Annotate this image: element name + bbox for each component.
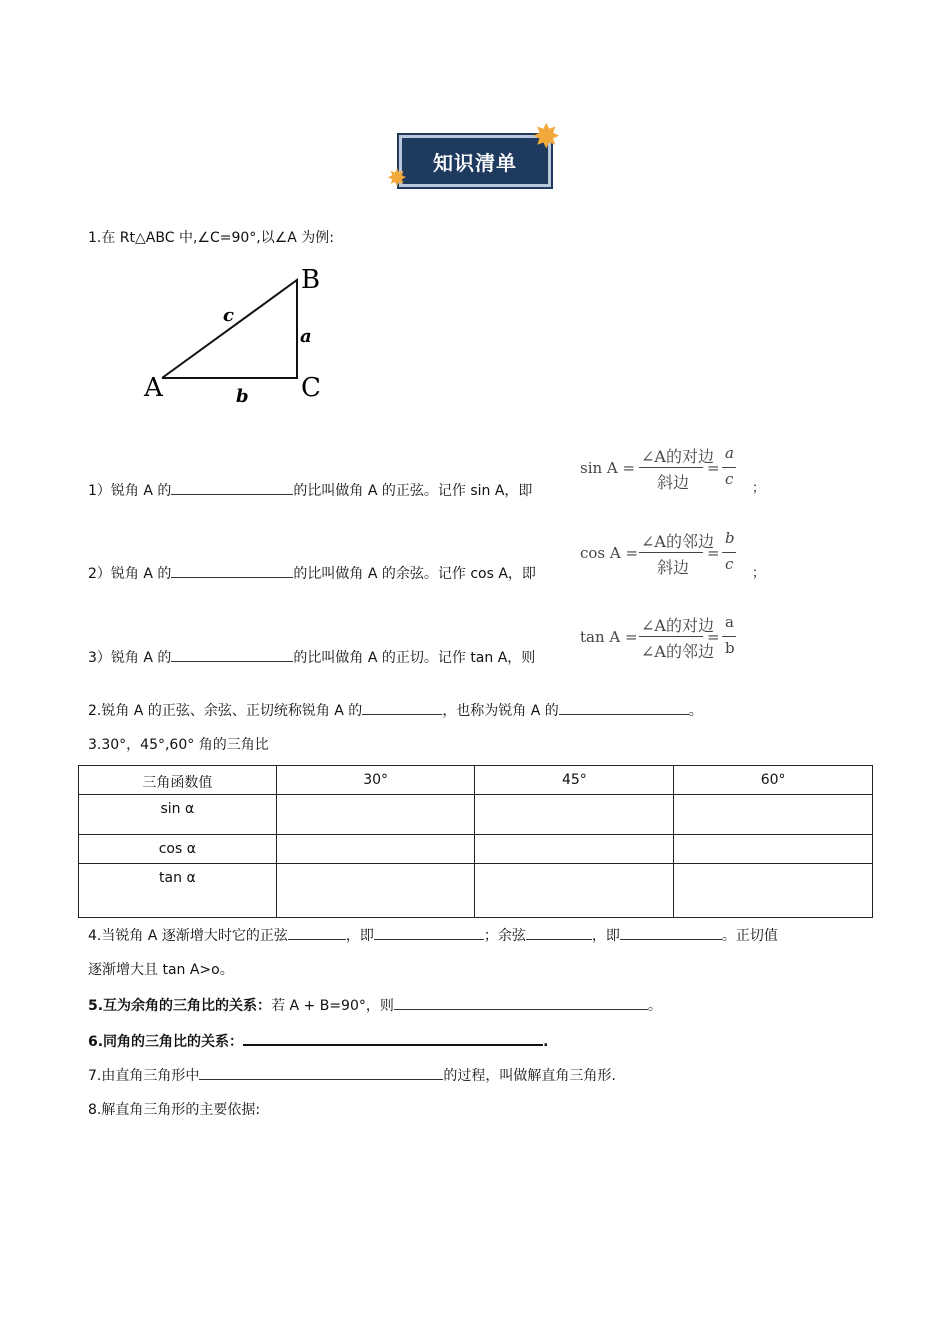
formula-lhs: tan A = bbox=[580, 628, 638, 646]
vertex-C-label: C bbox=[301, 373, 321, 403]
formula-numerator: ∠A的对边 bbox=[641, 616, 714, 635]
formula-equals: = bbox=[707, 628, 720, 646]
formula-num2: a bbox=[725, 613, 734, 631]
blank-field[interactable] bbox=[620, 925, 722, 940]
right-triangle-figure bbox=[140, 265, 340, 405]
blank-field[interactable] bbox=[526, 925, 592, 940]
banner-title: 知识清单 bbox=[433, 150, 517, 175]
formula-end: ； bbox=[752, 481, 766, 496]
q6 bbox=[88, 1030, 548, 1052]
side-c-label: c bbox=[223, 305, 234, 326]
q4-text-c: ；余弦 bbox=[483, 928, 526, 944]
formula-lhs: cos A = bbox=[580, 544, 639, 562]
table-cell[interactable] bbox=[276, 835, 475, 864]
q5-text-a: 若 A + B=90°，则 bbox=[271, 998, 394, 1014]
formula-den2: c bbox=[725, 555, 734, 573]
table-row-label: tan α bbox=[79, 864, 277, 918]
item-suffix: 的比叫做角 A 的正弦。记作 sin A，即 bbox=[293, 483, 533, 499]
blank-field[interactable] bbox=[559, 700, 689, 715]
q2 bbox=[88, 700, 703, 721]
table-cell[interactable] bbox=[475, 795, 674, 835]
q4-text-e: 。正切值 bbox=[721, 928, 778, 944]
item-prefix: 2）锐角 A 的 bbox=[88, 566, 172, 582]
formula-denominator: ∠A的邻边 bbox=[641, 642, 714, 661]
blank-field[interactable] bbox=[243, 1030, 543, 1046]
vertex-A-label: A bbox=[144, 373, 163, 403]
item-suffix: 的比叫做角 A 的正切。记作 tan A，则 bbox=[293, 650, 536, 666]
side-b-label: b bbox=[236, 386, 249, 405]
tangent-formula bbox=[580, 612, 780, 668]
trig-ratio-table bbox=[78, 765, 873, 918]
table-header: 60° bbox=[674, 766, 873, 795]
q3-title: 3.30°，45°,60° 角的三角比 bbox=[88, 737, 269, 753]
item-cosine bbox=[88, 563, 536, 584]
q4-line1 bbox=[88, 925, 778, 946]
blank-field[interactable] bbox=[171, 563, 293, 578]
table-header: 45° bbox=[475, 766, 674, 795]
formula-den2: b bbox=[725, 639, 735, 657]
blank-field[interactable] bbox=[374, 925, 484, 940]
formula-equals: = bbox=[707, 459, 720, 477]
table-header: 三角函数值 bbox=[79, 766, 277, 795]
formula-lhs: sin A = bbox=[580, 459, 636, 477]
table-cell[interactable] bbox=[674, 835, 873, 864]
blank-field[interactable] bbox=[394, 995, 648, 1010]
table-cell[interactable] bbox=[276, 864, 475, 918]
blank-field[interactable] bbox=[288, 925, 346, 940]
q6-heading: 6.同角的三角比的关系： bbox=[88, 1034, 244, 1050]
item-sine bbox=[88, 480, 532, 501]
table-cell[interactable] bbox=[674, 864, 873, 918]
formula-equals: = bbox=[707, 544, 720, 562]
q1-intro: 1.在 Rt△ABC 中,∠C=90°,以∠A 为例: bbox=[88, 230, 335, 246]
blank-field[interactable] bbox=[362, 700, 442, 715]
q2-text-a: 2.锐角 A 的正弦、余弦、正切统称锐角 A 的 bbox=[88, 703, 363, 719]
table-cell[interactable] bbox=[674, 795, 873, 835]
item-prefix: 3）锐角 A 的 bbox=[88, 650, 172, 666]
item-prefix: 1）锐角 A 的 bbox=[88, 483, 172, 499]
table-cell[interactable] bbox=[276, 795, 475, 835]
q6-end: . bbox=[543, 1034, 549, 1050]
side-a-label: a bbox=[300, 326, 312, 347]
formula-numerator: ∠A的邻边 bbox=[641, 532, 714, 551]
q4-text-d: ，即 bbox=[591, 928, 620, 944]
item-tangent bbox=[88, 647, 535, 668]
q2-text-c: 。 bbox=[688, 703, 703, 719]
formula-num2: b bbox=[725, 529, 735, 547]
star-icon: ✸ bbox=[387, 164, 408, 192]
table-row-label: sin α bbox=[79, 795, 277, 835]
star-icon: ✸ bbox=[532, 117, 561, 157]
q4-text-b: ，即 bbox=[345, 928, 374, 944]
sine-formula bbox=[580, 443, 780, 499]
formula-end: ； bbox=[752, 566, 766, 581]
formula-denominator: 斜边 bbox=[657, 473, 690, 492]
q7 bbox=[88, 1065, 616, 1086]
q5 bbox=[88, 995, 662, 1016]
cosine-formula bbox=[580, 528, 780, 584]
table-cell[interactable] bbox=[475, 864, 674, 918]
formula-den2: c bbox=[725, 470, 734, 488]
table-row-label: cos α bbox=[79, 835, 277, 864]
q5-text-b: 。 bbox=[647, 998, 662, 1014]
blank-field[interactable] bbox=[171, 480, 293, 495]
q7-text-a: 7.由直角三角形中 bbox=[88, 1068, 200, 1084]
q4-text-a: 4.当锐角 A 逐渐增大时它的正弦 bbox=[88, 928, 288, 944]
item-suffix: 的比叫做角 A 的余弦。记作 cos A，即 bbox=[293, 566, 536, 582]
q2-text-b: ，也称为锐角 A 的 bbox=[442, 703, 559, 719]
vertex-B-label: B bbox=[301, 265, 321, 295]
section-banner bbox=[399, 135, 551, 187]
q5-heading: 5.互为余角的三角比的关系： bbox=[88, 998, 272, 1014]
formula-num2: a bbox=[725, 444, 734, 462]
table-header: 30° bbox=[276, 766, 475, 795]
formula-denominator: 斜边 bbox=[657, 558, 690, 577]
q8: 8.解直角三角形的主要依据: bbox=[88, 1102, 261, 1118]
q4-line2: 逐渐增大且 tan A>o。 bbox=[88, 962, 234, 978]
q7-text-b: 的过程，叫做解直角三角形. bbox=[443, 1068, 616, 1084]
blank-field[interactable] bbox=[171, 647, 293, 662]
blank-field[interactable] bbox=[199, 1065, 443, 1080]
formula-numerator: ∠A的对边 bbox=[641, 447, 714, 466]
table-cell[interactable] bbox=[475, 835, 674, 864]
